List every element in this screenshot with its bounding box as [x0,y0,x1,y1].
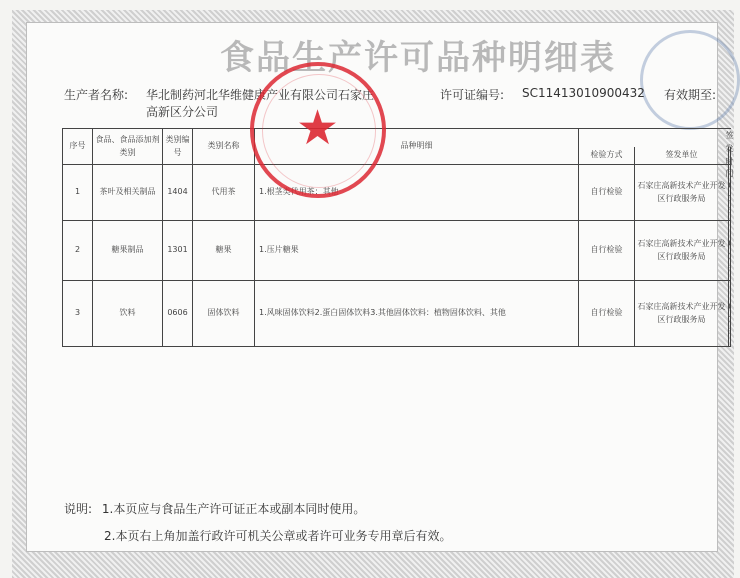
header-issuer: 签发单位 [635,147,729,165]
producer-name-line1: 华北制药河北华维健康产业有限公司石家庄 [146,88,375,102]
row1-code: 1404 [163,165,193,221]
row2-name: 糖果 [193,221,255,281]
row2-category: 糖果制品 [93,221,163,281]
star-icon: ★ [296,100,340,156]
notes-label: 说明: [64,502,93,516]
row3-code: 0606 [163,281,193,347]
row1-category: 茶叶及相关制品 [93,165,163,221]
header-seq: 序号 [63,129,93,165]
row3-category: 饮料 [93,281,163,347]
header-name: 类别名称 [193,129,255,165]
header-detail: 品种明细 [255,129,579,165]
row1-name: 代用茶 [193,165,255,221]
row3-seq: 3 [63,281,93,347]
producer-label: 生产者名称: [64,88,129,102]
row2-code: 1301 [163,221,193,281]
row2-detail: 1.压片糖果 [255,221,579,281]
row3-inspect: 自行检验 [579,281,635,347]
document-title: 食品生产许可品种明细表 [220,38,616,78]
header-inspect: 检验方式 [579,147,635,165]
row2-seq: 2 [63,221,93,281]
producer-name-line2: 高新区分公司 [146,105,219,119]
red-official-stamp [250,62,386,198]
row1-date [729,165,731,221]
row1-detail: 1.根茎类代用茶：其他 [255,165,579,221]
product-table [62,128,734,347]
row2-issuer: 石家庄高新技术产业开发区行政服务局 [635,221,729,281]
header-category: 食品、食品添加剂类别 [93,129,163,165]
row2-date [729,221,731,281]
row2-inspect: 自行检验 [579,221,635,281]
row1-issuer: 石家庄高新技术产业开发区行政服务局 [635,165,729,221]
validity-label: 有效期至: [664,88,717,102]
license-label: 许可证编号: [440,88,505,102]
row3-detail: 1.风味固体饮料2.蛋白固体饮料3.其他固体饮料：植物固体饮料、其他 [255,281,579,347]
row1-inspect: 自行检验 [579,165,635,221]
notes-line2: 2.本页右上角加盖行政许可机关公章或者许可业务专用章后有效。 [104,529,452,543]
row3-name: 固体饮料 [193,281,255,347]
header-code: 类别编号 [163,129,193,165]
license-number: SC11413010900432 [522,86,645,100]
header-date: 签发时间 [725,130,734,179]
row1-seq: 1 [63,165,93,221]
row3-date [729,281,731,347]
notes-section [64,500,451,554]
notes-line1: 1.本页应与食品生产许可证正本或副本同时使用。 [101,502,366,516]
row3-issuer: 石家庄高新技术产业开发区行政服务局 [635,281,729,347]
